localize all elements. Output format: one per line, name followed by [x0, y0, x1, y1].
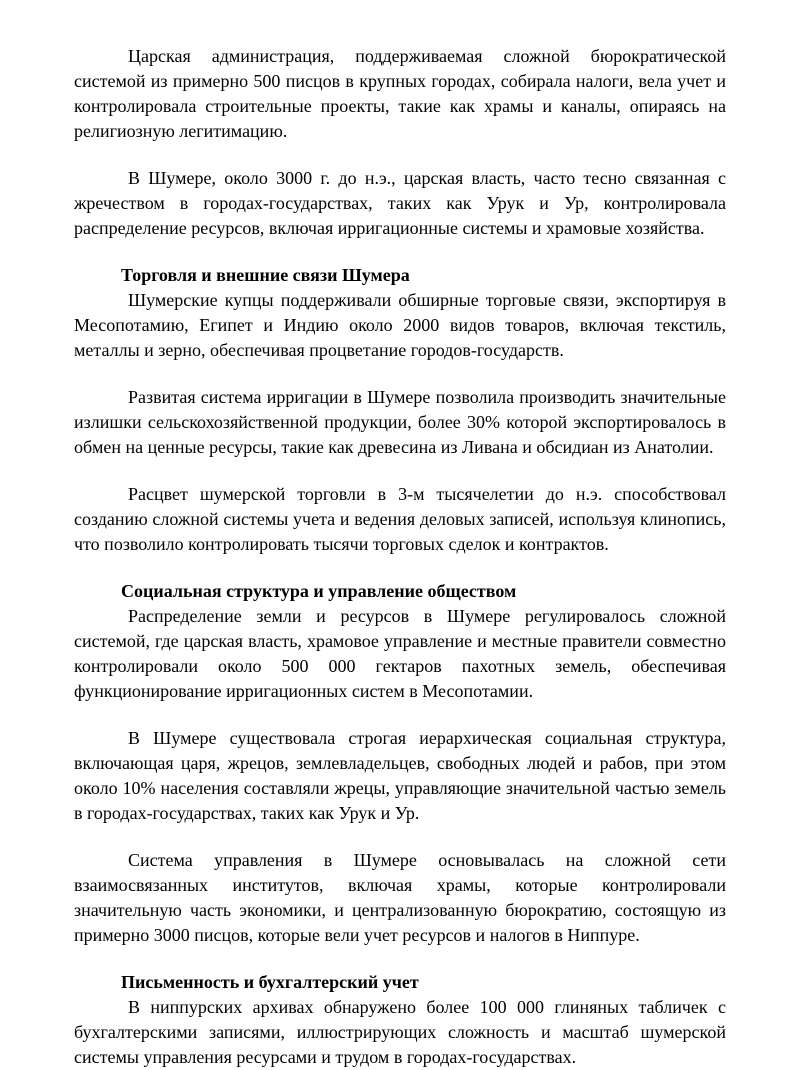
heading-writing: Письменность и бухгалтерский учет — [121, 972, 419, 992]
paragraph-trade-flourishing: Расцвет шумерской торговли в 3-м тысячелетии до н.э. способствовал созданию сложной системы учета и ведения деловых записей, используя клинопись, что позволило контролировать тысячи торговых сделок и контрактов. — [74, 484, 726, 554]
paragraph-hierarchy: В Шумере существовала строгая иерархическая социальная структура, включающая царя, жрецов, землевладельцев, свободных людей и рабов, при этом около 10% населения составляли жрецы, управляющие значительной частью земель в городах-государствах, таких как Урук и Ур. — [74, 728, 726, 823]
heading-trade: Торговля и внешние связи Шумера — [121, 265, 410, 285]
paragraph-merchants: Шумерские купцы поддерживали обширные торговые связи, экспортируя в Месопотамию, Египет и Индию около 2000 видов товаров, включая текстиль, металлы и зерно, обеспечивая процветание городов-государств. — [74, 290, 726, 360]
paragraph-royal-administration: Царская администрация, поддерживаемая сложной бюрократической системой из примерно 500 писцов в крупных городах, собирала налоги, вела учет и контролировала строительные проекты, такие как храмы и каналы, опираясь на религиозную легитимацию. — [74, 46, 726, 141]
paragraph-governance: Система управления в Шумере основывалась на сложной сети взаимосвязанных институтов, включая храмы, которые контролировали значительную часть экономики, и централизованную бюрократию, состоящую из примерно 3000 писцов, которые вели учет ресурсов и налогов в Ниппуре. — [74, 850, 726, 945]
paragraph-land-distribution: Распределение земли и ресурсов в Шумере регулировалось сложной системой, где царская власть, храмовое управление и местные правители совместно контролировали около 500 000 гектаров пахотных земель, обеспечивая функционирование ирригационных систем в Месопотамии. — [74, 606, 726, 701]
paragraph-irrigation: Развитая система ирригации в Шумере позволила производить значительные излишки сельскохозяйственной продукции, более 30% которой экспортировалось в обмен на ценные ресурсы, такие как древесина из Ливана и обсидиан из Анатолии. — [74, 387, 726, 457]
paragraph-nippur-archives: В ниппурских архивах обнаружено более 100 000 глиняных табличек с бухгалтерскими записями, иллюстрирующих сложность и масштаб шумерской системы управления ресурсами и трудом в городах-государствах. — [74, 997, 726, 1067]
document-page — [74, 44, 726, 1070]
paragraph-royal-power: В Шумере, около 3000 г. до н.э., царская власть, часто тесно связанная с жречеством в городах-государствах, таких как Урук и Ур, контролировала распределение ресурсов, включая ирригационные системы и храмовые хозяйства. — [74, 168, 726, 238]
heading-social-structure: Социальная структура и управление обществом — [121, 581, 517, 601]
